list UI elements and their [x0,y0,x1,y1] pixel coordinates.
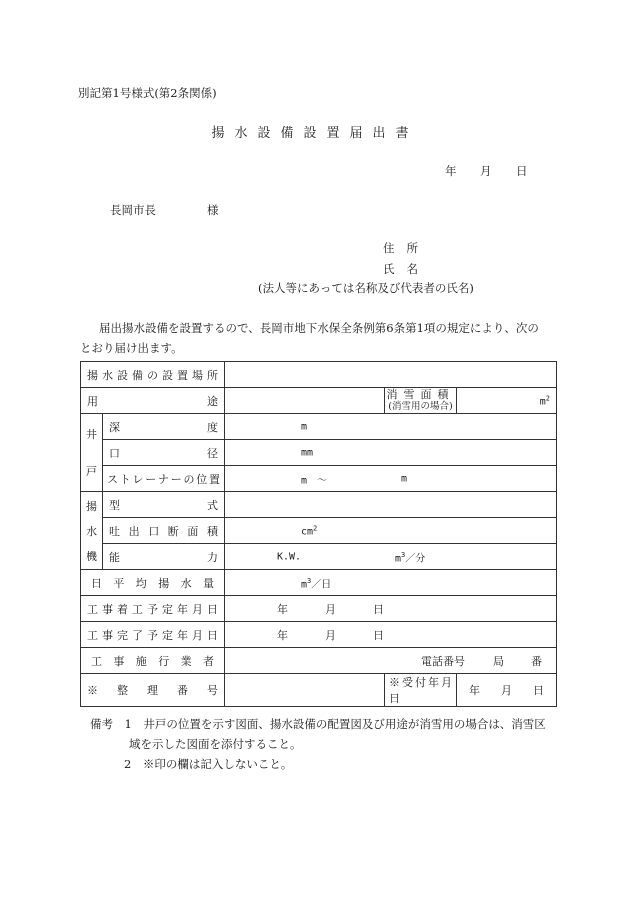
snow-area-label: 消雪面積 [386,387,455,401]
row-contractor [81,648,557,674]
phone-label: 電話番号 [421,654,465,668]
corporation-note: (法人等にあっては名称及び代表者の氏名) [258,281,474,295]
depth-field[interactable] [225,414,557,440]
daily-unit: m [301,579,308,590]
bore-label: 口径 [103,440,225,466]
bore-unit: mm [301,447,314,458]
ref-number-label: ※整理番号 [81,674,225,707]
snow-area-field[interactable]: $m^2$ [457,388,557,414]
location-label: 揚水設備の設置場所 [81,362,225,388]
depth-unit: m [301,421,308,432]
address-label: 住所 [383,241,430,255]
capacity-unit: m [395,553,402,564]
intro-line-1: 届出揚水設備を設置するので、長岡市地下水保全条例第6条第1項の規定により、次の [99,321,539,335]
phone-ban: 番 [531,654,542,668]
row-type [81,492,557,518]
finish-date-field[interactable]: 年 月 日 [225,622,557,648]
finish-label: 工事完了予定年月日 [81,622,225,648]
strainer-from: m 〜 [301,475,328,486]
addressee-label: 長岡市長 [110,203,156,217]
type-label: 型式 [103,492,225,518]
type-field[interactable] [225,492,557,518]
row-daily [81,570,557,596]
ref-number-field [225,674,385,707]
start-date-field[interactable]: 年 月 日 [225,596,557,622]
snow-area-label-cell [385,388,457,414]
intro-line-2: とおり届け出ます。 [80,341,183,355]
row-bore [81,440,557,466]
outlet-label: 吐出口断面積 [103,518,225,544]
capacity-field[interactable]: K.W. $m^3/$分 [225,544,557,570]
remark-1: 備考 1 井戸の位置を示す図面、揚水設備の配置図及び用途が消雪用の場合は、消雪区 [90,717,546,731]
capacity-per: ／分 [405,553,426,564]
received-date-label: ※受付年月日 [385,674,457,707]
date-day-label: 日 [516,164,528,178]
row-start [81,596,557,622]
capacity-kw: K.W. [277,551,302,562]
daily-label: 日平均揚水量 [81,570,225,596]
row-strainer [81,466,557,492]
row-finish [81,622,557,648]
phone-kyoku: 局 [493,654,504,668]
name-label: 氏名 [383,262,430,276]
date-month-label: 月 [480,164,492,178]
remark-2: 2 ※印の欄は記入しないこと。 [124,757,293,771]
row-usage [81,388,557,414]
contractor-label: 工事施行業者 [81,648,225,674]
machine-group-label: 揚 水 機 [81,492,103,570]
document-title: 揚水設備設置届出書 [211,126,419,141]
well-group-label: 井 戸 [81,414,103,492]
row-outlet [81,518,557,544]
row-location [81,362,557,388]
bore-field[interactable] [225,440,557,466]
registration-form-table [80,361,557,707]
capacity-label: 能力 [103,544,225,570]
start-label: 工事着工予定年月日 [81,596,225,622]
row-ref [81,674,557,707]
snow-area-sub: (消雪用の場合) [388,400,453,412]
usage-label: 用途 [81,388,225,414]
contractor-field[interactable] [225,648,557,674]
received-date-field: 年 月 日 [457,674,557,707]
location-field[interactable] [225,362,557,388]
row-capacity [81,544,557,570]
form-number-label: 別記第1号様式(第2条関係) [78,86,217,100]
strainer-to: m [401,473,408,484]
row-depth [81,414,557,440]
outlet-unit: cm [301,526,314,538]
snow-area-unit: m [539,396,546,408]
strainer-label: ストレーナーの位置 [103,466,225,492]
date-year-label: 年 [445,164,457,178]
daily-field[interactable]: $m^3/$日 [225,570,557,596]
outlet-field[interactable]: $cm^2$ [225,518,557,544]
depth-label: 深度 [103,414,225,440]
honorific-label: 様 [207,203,219,217]
daily-per: ／日 [311,579,332,590]
remark-1-continued: 域を示した図面を添付すること。 [129,737,302,751]
usage-field[interactable] [225,388,385,414]
strainer-field[interactable] [225,466,557,492]
